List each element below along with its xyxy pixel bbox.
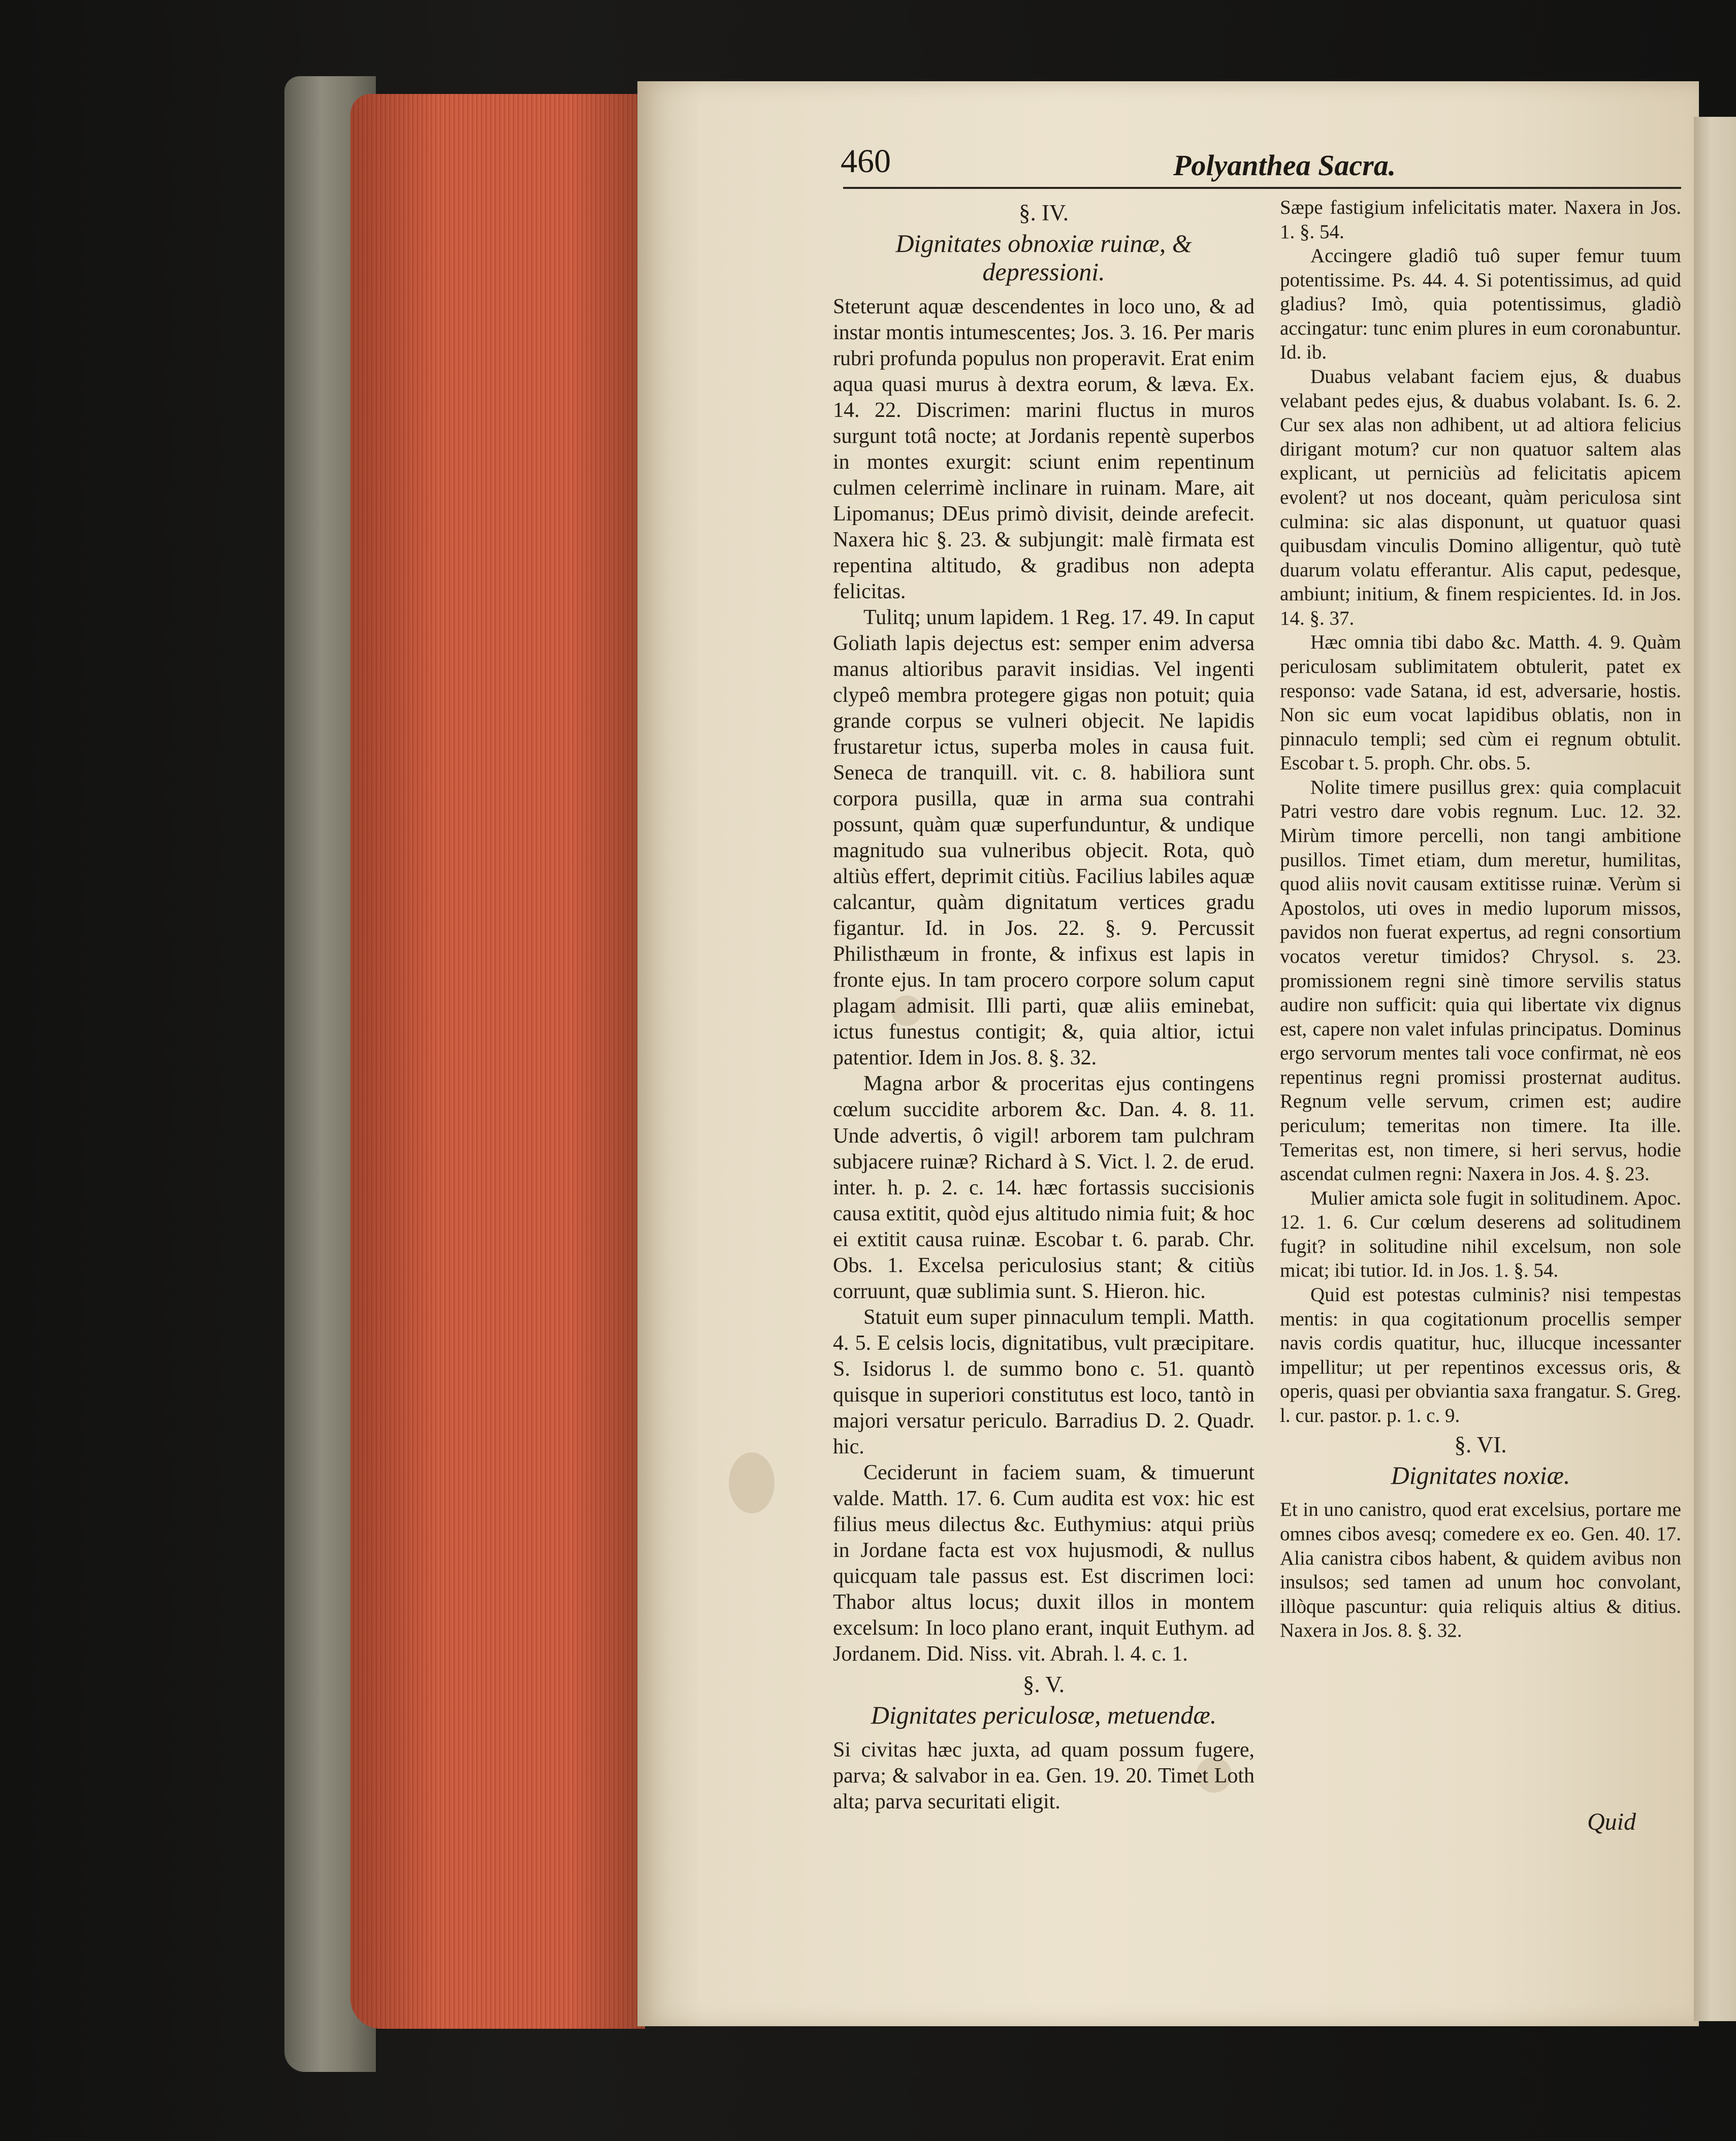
paragraph: Mulier amicta sole fugit in solitudinem. Apoc. 12. 1. 6. Cur cœlum deserens ad solitudinem fugit? in solitudine nihil excelsum, non sole micat; ibi tutior. Id. in Jos. 1. §. 54.: [1280, 1187, 1681, 1282]
paragraph: Si civitas hæc juxta, ad quam possum fugere, parva; & salvabor in ea. Gen. 19. 20. Timet Loth alta; parva securitati eligit.: [833, 1738, 1255, 1813]
section-heading: §. IV.: [1019, 200, 1069, 225]
section-title: Dignitates obnoxiæ ruinæ, & depressioni.: [895, 229, 1192, 286]
paragraph: Duabus velabant faciem ejus, & duabus velabant pedes ejus, & duabus volabant. Is. 6. 2. Cur sex alas non adhibent, ut ad altiora felicius dirigant motum? cur non quatuor saltem alas explicant, ut perniciùs ad felicitatis apicem evolent? ut nos doceant, quàm periculosa sint culmina: sic alas disponunt, ut quatuor quasi quibusdam vinculis Domino alligentur, quò tutè duarum volatu efferantur. Alis caput, pedesque, ambiunt; initium, & finem respicientes. Id. in Jos. 14. §. 37.: [1280, 366, 1681, 629]
section-title: Dignitates noxiæ.: [1391, 1461, 1570, 1490]
paragraph: Tulitq; unum lapidem. 1 Reg. 17. 49. In caput Goliath lapis dejectus est: semper enim adversa manus altioribus paravit insidias. Vel ingenti clypeô membra protegere gigas non potuit; quia grande corpus se vulneri objecit. Ne lapidis frustaretur ictus, superba moles in causa fuit. Seneca de tranquill. vit. c. 8. habiliora sunt corpora pusilla, quæ in arma sua contrahi possunt, quàm quæ superfunduntur, & undique magnitudo sua vulneribus objecit. Rota, quò altiùs effert, deprimit citiùs. Facilius labiles aquæ calcantur, quàm dignitatum vertices gradu figantur. Id. in Jos. 22. §. 9. Percussit Philisthæum in fronte, & infixus est lapis in fronte ejus. In tam procero corpore solum caput plagam admisit. Illi parti, quæ aliis eminebat, ictus funestus contigit; &, quia altior, ictui patentior. Idem in Jos. 8. §. 32.: [833, 606, 1255, 1070]
section-heading: §. VI.: [1454, 1432, 1507, 1458]
paragraph: Statuit eum super pinnaculum templi. Matth. 4. 5. E celsis locis, dignitatibus, vult præcipitare. S. Isidorus l. de summo bono c. 51. quantò quisque in superiori constitutus est loco, tantò in majori versatur periculo. Barradius D. 2. Quadr. hic.: [833, 1305, 1255, 1458]
page-number: 460: [841, 143, 891, 180]
paragraph: Accingere gladiô tuô super femur tuum potentissime. Ps. 44. 4. Si potentissimus, ad quid gladius? Imò, quia potentissimus, gladiò accingatur: tunc enim plures in eum coronabuntur. Id. ib.: [1280, 245, 1681, 364]
paragraph: Magna arbor & proceritas ejus contingens cœlum succidite arborem &c. Dan. 4. 8. 11. Unde advertis, ô vigil! arborem tam pulchram subjacere ruinæ? Richard à S. Vict. l. 2. de erud. inter. h. p. 2. c. 14. hæc fortassis succisionis causa extitit, quòd ejus altitudo nimia fuit; & hoc ei extitit causa ruinæ. Escobar t. 6. parab. Chr. Obs. 1. Excelsa periculosius stant; & citiùs corruunt, quæ sublimia sunt. S. Hieron. hic.: [833, 1072, 1255, 1303]
paragraph: Steterunt aquæ descendentes in loco uno, & ad instar montis intumescentes; Jos. 3. 16. Per maris rubri profunda populus non properavit. Erat enim aqua quasi murus à dextra eorum, & læva. Ex. 14. 22. Discrimen: marini fluctus in muros surgunt totâ nocte; at Jordanis repentè superbos in montes exurgit: sciunt enim repentinum culmen celerrimè inclinare in ruinam. Mare, ait Lipomanus; DEus primò divisit, deinde arefecit. Naxera hic §. 23. & subjungit: malè firmata est repentina altitudo, & gradibus non adepta felicitas.: [833, 295, 1255, 604]
facing-page-edge: [1694, 117, 1736, 2021]
paragraph: Sæpe fastigium infelicitatis mater. Naxera in Jos. 1. §. 54.: [1280, 197, 1681, 243]
header-rule: [843, 187, 1681, 189]
catchword: Quid: [1587, 1808, 1636, 1835]
paragraph: Et in uno canistro, quod erat excelsius, portare me omnes cibos avesq; comedere ex eo. Gen. 40. 17. Alia canistra cibos habent, & quidem avibus non insulsos; sed tamen ad unum hoc convolant, illòque pascuntur: quia reliquis altius & ditius. Naxera in Jos. 8. §. 32.: [1280, 1499, 1681, 1642]
running-title: Polyanthea Sacra.: [1173, 149, 1396, 182]
right-column: [1280, 196, 1681, 1643]
left-column: [833, 196, 1255, 1815]
page-edge-shading: [350, 94, 645, 2029]
section-title: Dignitates periculosæ, metuendæ.: [871, 1700, 1217, 1729]
paragraph: Hæc omnia tibi dabo &c. Matth. 4. 9. Quàm periculosam sublimitatem obtulerit, patet ex responso: vade Satana, id est, adversarie, hostis. Non sic eum vocat lapidibus oblatis, non in pinnaculo templi; sed cùm ei regnum obtulit. Escobar t. 5. proph. Chr. obs. 5.: [1280, 631, 1681, 774]
paragraph: Nolite timere pusillus grex: quia complacuit Patri vestro dare vobis regnum. Luc. 12. 32. Mirùm timore percelli, non tangi ambitione pusillos. Timet etiam, dum meretur, humilitas, quod aliis novit causam extitisse ruinæ. Verùm si Apostolos, uti oves in medio luporum missos, pavidos non fuerat expertus, ad regni consortium vocatos veretur timidos? Chrysol. s. 23. promissionem regni sinè timore servilis status audire non sufficit: quia qui libertate vix dignus est, capere non valet infulas principatus. Dominus ergo servorum mentes tali voce confirmat, nè eos repentinus regni promissi prosternat auditus. Regnum velle servum, crimen est; audire periculum; temeritas non timere. Ita ille. Temeritas est, non timere, si heri servus, hodie ascendat culmen regni: Naxera in Jos. 4. §. 23.: [1280, 776, 1681, 1185]
paragraph: Ceciderunt in faciem suam, & timuerunt valde. Matth. 17. 6. Cum audita est vox: hic est filius meus dilectus &c. Euthymius: atqui priùs in Jordane facta est vox hujusmodi, & nullus quicquam tale passus est. Est discrimen loci: Thabor altus locus; duxit illos in montem excelsum: In loco plano erant, inquit Euthym. ad Jordanem. Did. Niss. vit. Abrah. l. 4. c. 1.: [833, 1461, 1255, 1666]
paragraph: Quid est potestas culminis? nisi tempestas mentis: in qua cogitationum procellis semper navis cordis quatitur, huc, illucque incessanter impellitur; ut per repentinos excessus oris, & operis, quasi per obviantia saxa frangatur. S. Greg. l. cur. pastor. p. 1. c. 9.: [1280, 1284, 1681, 1426]
section-heading: §. V.: [1022, 1671, 1065, 1697]
